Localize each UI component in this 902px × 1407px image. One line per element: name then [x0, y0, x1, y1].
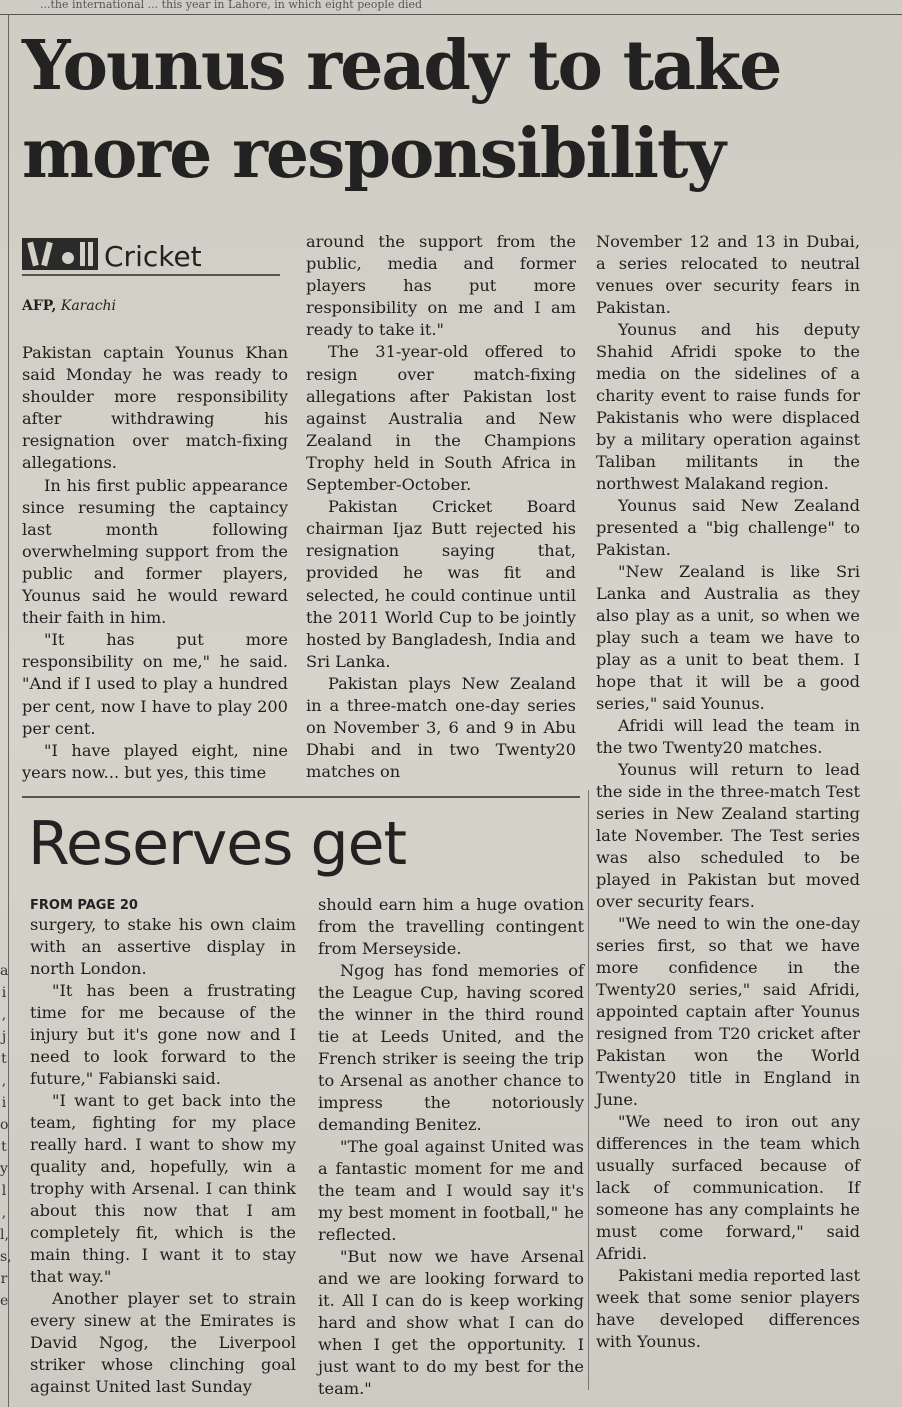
section-tag	[22, 232, 280, 276]
paragraph: "But now we have Arsenal and we are looking forward to it. All I can do is keep working hard and show what I can do when I get the opportunity. I just want to do my best for the team."	[318, 1247, 584, 1398]
paragraph: The 31-year-old offered to resign over match-fixing allegations after Pakistan lost against Australia and New Zealand in the Champions Trophy held in South Africa in September-October.	[306, 342, 576, 495]
article-divider	[22, 796, 580, 798]
article1-column-3	[596, 231, 860, 1353]
paragraph: "The goal against United was a fantastic moment for me and the team and I would say it's my best moment in football," he reflected.	[318, 1137, 584, 1244]
article2-headline: Reserves get	[28, 809, 407, 879]
paragraph: Pakistan captain Younus Khan said Monday he was ready to shoulder more responsibility after withdrawing his resignation over match-fixing allegations.	[22, 343, 288, 473]
edge-letter: i	[1, 1095, 7, 1111]
cricket-bat-icon	[22, 238, 98, 270]
paragraph: Ngog has fond memories of the League Cup, having scored the winner in the third round tie at Leeds United, and the French striker is seeing the trip to Arsenal as another chance to impress the notoriously demanding Benitez.	[318, 961, 584, 1134]
edge-letter: i	[1, 985, 7, 1001]
paragraph: Younus will return to lead the side in the three-match Test series in New Zealand starting late November. The Test series was also scheduled to be played in Pakistan but moved over security fears.	[596, 760, 860, 911]
paragraph: In his first public appearance since resuming the captaincy last month following overwhelming support from the public and former players, Younus said he would reward their faith in him.	[22, 475, 288, 628]
edge-letter: a	[0, 963, 9, 979]
edge-letter: l	[1, 1183, 7, 1199]
edge-letter: ,	[1, 1073, 7, 1089]
top-strip-text: ...the international ... this year in Lahore, in which eight people died	[0, 0, 902, 15]
paragraph: "I have played eight, nine years now... but yes, this time	[22, 740, 288, 782]
paragraph: Afridi will lead the team in the two Twenty20 matches.	[596, 716, 860, 757]
paragraph: Another player set to strain every sinew at the Emirates is David Ngog, the Liverpool striker whose clinching goal against United last Sunday	[30, 1289, 296, 1396]
edge-letter: j	[1, 1029, 7, 1045]
edge-letter: o	[0, 1117, 9, 1133]
article2-kicker: FROM PAGE 20	[30, 898, 138, 913]
article1-headline: Younus ready to take more responsibility	[22, 26, 781, 194]
paragraph: "I want to get back into the team, fighting for my place really hard. I want to show my quality and, hopefully, win a trophy with Arsenal. I can think about this now that I am completely fit, which is the main thing. I want it to stay that way."	[30, 1091, 296, 1286]
paragraph: Younus and his deputy Shahid Afridi spoke to the media on the sidelines of a charity event to raise funds for Pakistanis who were displaced by a military operation against Taliban militants in the northwest Malakand region.	[596, 320, 860, 493]
paragraph: "It has been a frustrating time for me because of the injury but it's gone now and I need to look forward to the future," Fabianski said.	[30, 981, 296, 1088]
edge-letter: ,	[1, 1205, 7, 1221]
paragraph: Pakistan Cricket Board chairman Ijaz Butt rejected his resignation saying that, provided he was fit and selected, he could continue until the 2011 World Cup to be jointly hosted by Bangladesh, India and Sri Lanka.	[306, 497, 576, 671]
column-rule	[588, 790, 589, 1390]
paragraph: surgery, to stake his own claim with an assertive display in north London.	[30, 915, 296, 978]
article1-column-2	[306, 231, 576, 783]
edge-letter: e	[0, 1293, 9, 1309]
article2-column-2	[318, 894, 584, 1400]
edge-letter: t	[1, 1139, 7, 1155]
byline-agency: AFP,	[22, 298, 57, 314]
paragraph: should earn him a huge ovation from the travelling contingent from Merseyside.	[318, 895, 584, 958]
paragraph: Younus said New Zealand presented a "big challenge" to Pakistan.	[596, 496, 860, 559]
edge-letter: s,	[0, 1249, 12, 1265]
left-edge-letters	[0, 960, 12, 1312]
paragraph: "We need to iron out any differences in the team which usually surfaced because of lack of communication. If someone has any complaints he must come forward," said Afridi.	[596, 1112, 860, 1263]
paragraph: around the support from the public, media and former players has put more responsibility on me and I am ready to take it."	[306, 232, 576, 340]
article2-column-1	[30, 914, 296, 1398]
edge-letter: t	[1, 1051, 7, 1067]
paragraph: "New Zealand is like Sri Lanka and Australia as they also play as a unit, so when we play such a team we have to play as a unit to beat them. I hope that it will be a good series," said Younus.	[596, 562, 860, 713]
byline	[22, 298, 116, 314]
section-label: Cricket	[104, 240, 202, 273]
paragraph: November 12 and 13 in Dubai, a series relocated to neutral venues over security fears in Pakistan.	[596, 232, 860, 317]
byline-place: Karachi	[60, 298, 117, 314]
edge-letter: ,	[1, 1007, 7, 1023]
edge-letter: r	[0, 1271, 8, 1287]
paragraph: Pakistani media reported last week that some senior players have developed differences with Younus.	[596, 1266, 860, 1351]
edge-letter: y	[0, 1161, 8, 1177]
paragraph: "We need to win the one-day series first, so that we have more confidence in the Twenty20 series," said Afridi, appointed captain after Younus resigned from T20 cricket after Pakistan won the World Twenty20 title in England in June.	[596, 914, 860, 1109]
paragraph: "It has put more responsibility on me," he said. "And if I used to play a hundred per cent, now I have to play 200 per cent.	[22, 630, 288, 738]
edge-letter: l,	[0, 1227, 9, 1243]
paragraph: Pakistan plays New Zealand in a three-match one-day series on November 3, 6 and 9 in Abu Dhabi and in two Twenty20 matches on	[306, 673, 576, 782]
article1-column-1	[22, 342, 288, 784]
